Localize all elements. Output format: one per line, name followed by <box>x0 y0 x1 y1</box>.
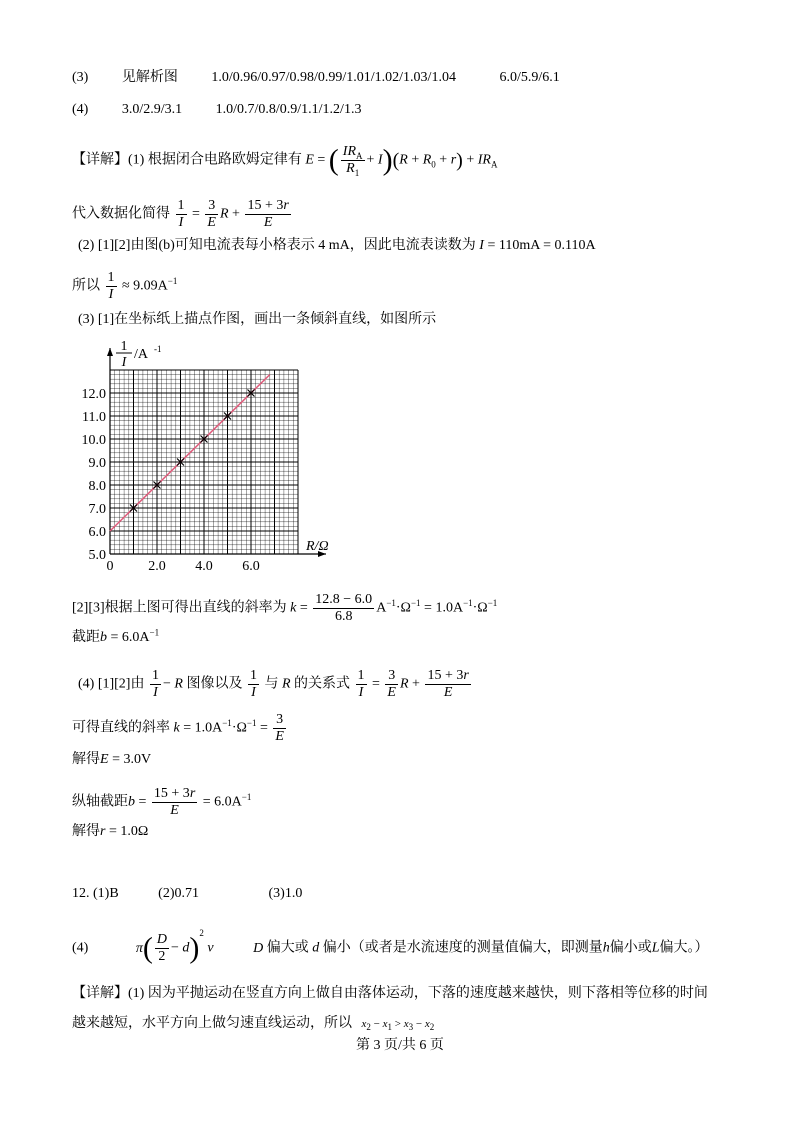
y-tick-label: 8.0 <box>88 479 106 494</box>
x-tick-label: 2.0 <box>148 559 166 574</box>
text: 偏大或 <box>266 940 309 956</box>
x-axis-label: R/Ω <box>306 539 329 554</box>
svg-text:-1: -1 <box>154 344 162 354</box>
q12-detail-1 <box>72 984 708 1004</box>
detail-p6: [2][3]根据上图可得出直线的斜率为 k = $\frac{12.8 - 6.0}{6.8}$ $A^{-1}\cdot\Omega^{-1} = 1.0A^{-1}\cdot\Omega^{-1}$ <box>72 592 498 624</box>
slope-numerator: 12.8 − 6.0 <box>315 592 373 607</box>
text: 截距 <box>72 630 100 645</box>
text: 解得 <box>72 752 100 767</box>
detail-p3: (2) [1][2]由图(b)可知电流表每小格表示 4 mA，因此电流表读数为 I = 110mA = 0.110A <box>78 238 596 253</box>
y-tick-label: 7.0 <box>88 502 106 517</box>
answer-line-3 <box>72 68 560 88</box>
text: 可得直线的斜率 <box>72 720 170 736</box>
answer-num: (4) <box>72 940 89 956</box>
text: = 1.0Ω <box>108 824 149 839</box>
y-tick-label: 10.0 <box>81 433 106 448</box>
text: 【详解】(1) 根据闭合电路欧姆定律有 <box>72 152 302 168</box>
svg-text:1: 1 <box>120 339 128 354</box>
x-tick-label: 4.0 <box>195 559 213 574</box>
text: 所以 <box>72 278 100 294</box>
svg-text:I: I <box>121 355 127 370</box>
answer-part: 12. (1)B <box>72 886 119 901</box>
answer-part: 见解析图 <box>121 70 178 85</box>
detail-p11: 纵轴截距b = $\frac{15 + 3r}{E}$ = $6.0A^{-1}$ <box>72 786 252 818</box>
page-number: 第 3 页/共 6 页 <box>356 1038 444 1053</box>
text: = 1.0A <box>183 720 223 736</box>
text: (4) [1][2]由 <box>78 676 145 692</box>
detail-p5 <box>78 310 436 330</box>
text: 越来越短，水平方向上做匀速直线运动，所以 <box>72 1016 352 1031</box>
text: ≈ 9.09A <box>122 278 168 294</box>
svg-text:/A: /A <box>134 347 148 362</box>
text: 代入数据化简得 <box>72 206 170 222</box>
answer-num: (3) <box>72 70 89 85</box>
answer-line-4 <box>72 100 361 120</box>
y-tick-label: 12.0 <box>81 387 106 402</box>
q12-detail-2: 越来越短，水平方向上做匀速直线运动，所以 $x_2 - x_1 > x_3 - x_2$ <box>72 1016 435 1033</box>
answer-part: 1.0/0.7/0.8/0.9/1.1/1.2/1.3 <box>215 102 362 117</box>
detail-p12: 解得r = 1.0Ω <box>72 824 149 839</box>
q12-line1 <box>72 884 302 904</box>
y-axis-arrow <box>107 348 113 356</box>
x-tick-label: 6.0 <box>242 559 260 574</box>
y-axis-label <box>116 339 162 370</box>
answer-part: (3)1.0 <box>268 886 303 901</box>
detail-p4: 所以 $\frac{1}{I}$ ≈ $9.09A^{-1}$ <box>72 270 178 302</box>
text: 【详解】(1) 因为平抛运动在竖直方向上做自由落体运动，下落的速度越来越快，则下落相等位移的时间 <box>72 986 708 1001</box>
text: (2) [1][2]由图(b)可知电流表每小格表示 4 mA，因此电流表读数为 <box>78 238 476 253</box>
answer-part: 6.0/5.9/6.1 <box>499 70 560 85</box>
answer-part: 3.0/2.9/3.1 <box>121 102 183 117</box>
text: 偏小或 <box>609 940 652 956</box>
text: 图像以及 <box>186 676 243 692</box>
text: = 6.0A <box>202 794 242 810</box>
text: 解得 <box>72 824 100 839</box>
detail-p1: 【详解】(1) 根据闭合电路欧姆定律有 E = ( $\frac{IR_A}{R_1}$ + $I)(R + R_0 + r) + IR_A$ <box>72 143 498 178</box>
answer-part: (2)0.71 <box>158 886 199 901</box>
detail-p2: 代入数据化简得 $\frac{1}{I}$ = $\frac{3}{E}$ R + $\frac{15 + 3r}{E}$ <box>72 198 289 230</box>
q12-line2: (4) π( $\frac{D}{2}$ − d)$^2$ v D 偏大或 d 偏小（或者是水流速度的测量值偏大，即测量h偏小或L偏大。） <box>72 928 709 965</box>
text: = 110mA = 0.110A <box>487 238 596 253</box>
page-footer <box>0 1036 800 1056</box>
y-tick-label: 9.0 <box>88 456 106 471</box>
fit-chart <box>68 334 338 584</box>
y-tick-label: 11.0 <box>82 410 106 425</box>
answer-num: (4) <box>72 102 89 117</box>
text: 的关系式 <box>294 676 351 692</box>
detail-p10: 解得E = 3.0V <box>72 752 152 767</box>
text: 纵轴截距 <box>72 794 128 810</box>
text: [2][3]根据上图可得出直线的斜率为 <box>72 600 287 616</box>
slope-denominator: 6.8 <box>334 609 353 624</box>
text: = 3.0V <box>112 752 152 767</box>
answer-part: 1.0/0.96/0.97/0.98/0.99/1.01/1.02/1.03/1.04 <box>211 70 456 85</box>
text: = 6.0A <box>110 630 150 645</box>
text: (3) [1]在坐标纸上描点作图，画出一条倾斜直线，如图所示 <box>78 312 437 327</box>
text: 偏大。） <box>659 940 709 956</box>
x-tick-label: 0 <box>106 559 114 574</box>
y-tick-label: 5.0 <box>88 548 106 563</box>
detail-p8: (4) [1][2]由 $\frac{1}{I}$ − R 图像以及 $\frac{1}{I}$ 与 R 的关系式 $\frac{1}{I}$ = $\frac{3}{E}$ R + $\frac{15 + 3r}{E}$ <box>78 668 469 700</box>
detail-p7: 截距$b = 6.0A^{-1}$ <box>72 627 160 645</box>
y-tick-label: 6.0 <box>88 525 106 540</box>
detail-p9: 可得直线的斜率 $k = 1.0A^{-1}\cdot\Omega^{-1}$ = $\frac{3}{E}$ <box>72 712 284 744</box>
text: 偏小（或者是水流速度的测量值偏大，即测量 <box>322 940 603 956</box>
text: = 1.0A <box>424 600 464 616</box>
text: 与 <box>264 676 279 692</box>
